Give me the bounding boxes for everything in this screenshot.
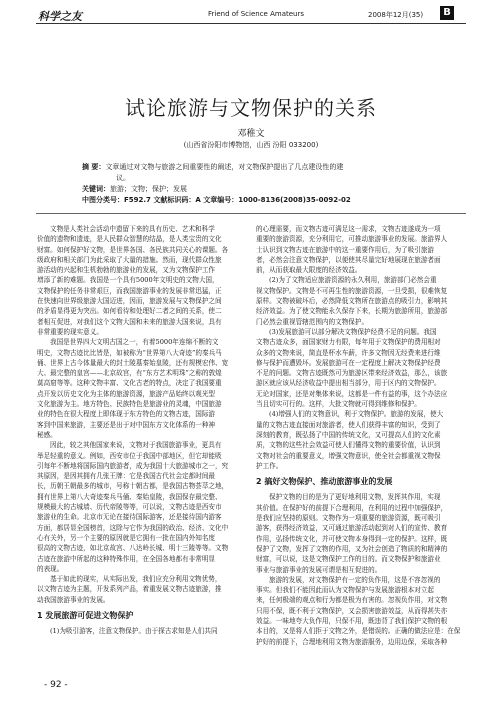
body-line: 本目的，又是将人们拒于文物之外，是错误的。正确的做法应是：在保 [256,627,461,636]
abstract-rule [36,213,466,214]
page-header [0,0,502,60]
body-line: 护工作。 [256,461,283,470]
body-line: 无论对国家，还是对集体来说，这都是一件有益的事，这个办法应 [256,389,448,398]
abstract-label: 摘 要： [82,163,106,171]
body-line: 效益。一味地夸大负作用，只保不用，既违背了我们保护文物的根 [256,616,448,625]
abstract-line [82,162,422,173]
journal-name: 科学之友 [38,10,82,23]
body-line: 的心理需要，而文物古迹可满足这一需求，文物古迹遂成为一项 [256,225,441,233]
body-line: 文物对社会的重要意义，增强文物意识，使全社会都重视文物保 [256,451,441,460]
body-line: 秘感。 [37,430,57,439]
body-line: 很高的文物古迹，如北京故宫、八达岭长城、明十三陵等等。文物 [37,544,229,553]
body-line: 以文物古迹为主题，开发系列产品，着重发展文物古迹旅游，推 [37,585,222,594]
body-line: 保护文物的目的是为了更好地利用文物，发挥其作用，实现 [269,493,441,502]
section-heading: 2 搞好文物保护、推动旅游事业的发展 [256,477,393,487]
body-line: 文化旅游为主。地方特色、民族特色是旅游业的灵魂，中国旅游 [37,400,222,409]
body-line: 保护了文物，发挥了文物的作用，又为社会创造了物质的和精神的 [256,544,448,553]
body-line: 基于如此的现实，从实际出发，我们应充分利用文物优势， [50,575,222,584]
body-line: 只用不保，既不利于文物保护，又会损害旅游效益，从而得甚失亦 [256,606,448,615]
body-line: 心有关外，另一个主要的原因就是它拥有一批在国内外知名度 [37,533,216,542]
body-line: 护好的前提下，合理地利用文物为旅游服务，边用边保，采取各种 [256,637,448,646]
body-line: (3)发展旅游可以部分解决文物保护经费不足的问题。我国 [269,327,437,336]
issue-date: 2008年12月(35) [368,11,424,19]
body-line: 动我国旅游事业的发展。 [37,595,110,604]
body-line: 业的特色在很大程度上即体现于东方特色的文物古迹，国际游 [37,410,216,419]
section-heading: 1 发展旅游可促进文物保护 [37,610,134,620]
section-badge: B [440,6,454,20]
body-line: 重要的旅游资源，充分利用它，可推动旅游事业的发展。旅游界人 [256,235,448,244]
body-line: 非常重要的现实意义。 [37,327,103,336]
body-line: 原样。文物被破坏后，必然降低文物所在旅游点的吸引力，影响其 [256,297,448,306]
author-affiliation: (山西省汾阳市博物馆，山西 汾阳 033200) [183,141,319,149]
keywords-label: 关键词： [82,185,110,193]
journal-name-en: Friend of Science Amateurs [208,10,304,18]
body-line: 文物古迹众多，面国家财力有限，每年用于文物保护的费用相对 [256,338,441,347]
body-line: 游活动的兴起和生机勃勃的旅游业的发展，又为文物保护工作 [37,266,216,275]
body-line: 其价值。在保护好的前提下合理利用，在利用的过程中加强保护， [256,503,448,512]
right-column [256,224,466,647]
article-author: 邓稚文 [237,129,265,139]
header-rule [36,23,466,24]
body-line: 在快速向世界级旅游大国迈进，因而，旅游发展与文物保护之间 [37,297,222,306]
body-line: 明史，文物古迹比比皆是，如被称为“世界第八大奇迹”的秦兵马 [37,348,222,357]
body-line: 俑、世界上古今体量最大的封土陵墓秦始皇陵，还有规模宏伟、宽 [37,358,229,367]
body-line: 前，从而获取最大限度的经济效益。 [256,266,362,275]
body-line: 拥有世界上第八大奇迹秦兵马俑、秦始皇陵，我国保存最完整、 [37,492,222,501]
abstract-text: 文章通过对文物与旅游之间重要性的阐述，对文物保护提出了几点建设性的建 [105,163,344,171]
body-line: 级政府和相关部门为此采取了大量的措施。然而，现代群众性旅 [37,255,222,264]
body-line: 者相互促进，对我们这个文物大国和未来的旅游大国来说，具有 [37,317,222,326]
abstract-text: 议。 [116,174,130,182]
body-line: 我国是世界四大文明古国之一，有着5000年连绵不断的文 [50,338,219,347]
abstract-line [82,173,422,184]
body-line: 增添了新的难题。我国是一个具有5000年文明史的文物大国， [37,276,219,285]
keywords-line [82,184,422,195]
body-line: (2)为了文物适应旅游资源的永久利用，旅游部门必然会重 [269,276,437,285]
page-number: - 92 - [44,680,68,690]
body-line: 者，必然会注意文物保护，以便使其尽量完好地展现在旅游者面 [256,255,441,264]
body-line: 事业与旅游事业的发展可谓是相互促进的。 [256,565,382,574]
classification-line: 中图分类号：F592.7 文献标识码：A 文章编号：1000-8136(2008)35-0092-02 [82,196,351,204]
body-line: 旅游业的生命。北京市无论在接待国际游客，还是接待国内游客 [37,513,222,522]
body-line: 众多的文物来说，简直是杯水车薪，许多文物因无经费来进行维 [256,348,441,357]
body-line: 不足的问题。文物古迹既然可为旅游区带来经济效益，那么，该旅 [256,369,448,378]
body-line: 价值的遗物和遗迹，是人民群众智慧的结晶，是人类宝贵的文化 [37,235,222,244]
body-line: 财富。如何保护好文物，是世界各国、各民族共同关心的课题。各 [37,245,229,254]
body-line: 点开发以历史文化为主体的旅游资源，旅游产品始终以观光型 [37,389,216,398]
body-line: 举足轻重的意义。例如，西安市位于我国中部地区，但它却能吸 [37,451,222,460]
abstract-block [82,162,422,206]
body-line: 莫高窟等等。这种文物丰富、文化古老的特点，决定了我国要重 [37,379,222,388]
body-line: 方面，都居显全国榜首，这除与它作为我国的政治、经济、文化中 [37,523,229,532]
body-line: 深刻的教育，既弘扬了中国的传统文化，又可提高人们的文化素 [256,430,441,439]
body-line: (4)增强人们的文物意识，利于文物保护。旅游的发展，使大 [269,410,444,419]
body-line: 其原因，是因其拥有几张王牌：它是我国古代社会定都时间最 [37,472,216,481]
body-line: 质，文物的这些社会效益可使人们懂得文物的重要价值，认识到 [256,441,441,450]
article-title: 试论旅游与文物保护的关系 [125,96,377,120]
body-line: 士认识到文物古迹在旅游中的这一重要作用后，为了吸引旅游 [256,245,435,254]
body-line: 来，任何极端的观点和行为都是极为有害的。忽视负作用，对文物 [256,596,448,605]
left-column [37,224,247,637]
body-line: 文物保护的任务非常艰巨，而我国旅游事业的发展非常迅猛，正 [37,286,222,295]
body-line: (1)为吸引游客，注意文物保护。由于探古求知是人们共同 [50,627,218,636]
body-line: 的矛盾显得更为突出。如何看待和处理好二者之间的关系，使二 [37,307,222,316]
body-line: 游区就应该从经济收益中提出相当部分，用于区内的文物保护。 [256,379,441,388]
body-line: 文物是人类社会活动中遗留下来的具有历史、艺术和科学 [50,225,215,233]
body-line: 门必然会重视管辖范围内的文物保护。 [256,317,369,326]
body-line: 因此，较之其他国家来说，文物对于我国旅游事业，更具有 [50,441,222,450]
body-line: 古迹在旅游中所起的这种特殊作用，在全国各地都有非常明显 [37,554,216,563]
body-line: 客到中国来旅游，主要还是出于对中国东方文化体系的一种神 [37,420,216,429]
body-line: 的表现。 [37,564,64,573]
body-line: 长，历朝王朝最多的城市，号称十朝古都，是我国古物荟萃之地， [37,482,229,491]
body-line: 规模最大的古城墙、历代帝陵等等，可以说，文物古迹是西安市 [37,503,222,512]
body-line: 事实。但我们不能因此而认为文物保护与发展旅游根本对立起 [256,586,435,595]
body-line: 旅游的发展，对文物保护有一定的负作用，这是不容忽视的 [269,575,441,584]
body-line: 量的文物古迹直接面对旅游者，使人们获得丰富的知识，受到了 [256,420,441,429]
keywords-text: 旅游；文物；保护；发展 [110,185,187,193]
body-line: 作用，弘扬传统文化，并可使文物本身得到一定的保护。这样，既 [256,534,448,543]
body-line: 当且切实可行的。这样，大批文物就可得到维修和保护。 [256,400,421,409]
body-line: 是我们应坚持的原则。文物作为一项重要的旅游资源，既可吸引 [256,514,441,523]
body-line: 引每年不断地将国际国内旅游者，成为我国十大旅游城市之一，究 [37,461,229,470]
body-line: 游客，获得经济效益，又可通过旅游活动起到对人们的宣传、教育 [256,524,448,533]
body-line: 视文物保护。文物是不可再生性的旅游资源，一旦受损，很难恢复 [256,286,448,295]
body-line: 大、最完整的皇宫——北京故宫，有“东方艺术明珠”之称的敦煌 [37,369,222,378]
body-line: 经济效益。为了使文物能永久保存下来，长期为旅游所用，旅游部 [256,307,448,316]
body-line: 修与保护而遭毁坏。发展旅游可在一定程度上解决文物保护经费 [256,358,441,367]
body-line: 财富，可以说，这是文物保护工作的目的。而文物保护和旅游业 [256,555,441,564]
